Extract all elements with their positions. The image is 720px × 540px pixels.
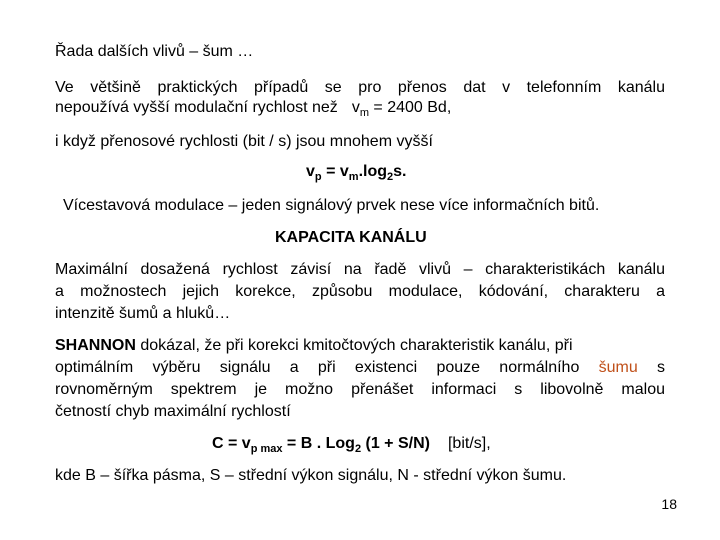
paragraph-5-line-2-text: optimálním výběru signálu a při existenci pouze normálního	[55, 359, 580, 376]
highlight-noise: šumu	[598, 359, 638, 376]
capacity-unit: [bit/s],	[447, 435, 491, 452]
paragraph-5-line-2-end: s	[657, 359, 665, 376]
capacity-subscript: p max	[250, 443, 283, 456]
formula-bitrate	[306, 162, 406, 187]
capacity-tail: (1 + S/N)	[361, 435, 430, 452]
paragraph-4-line-1: Maximální dosažená rychlost závisí na řadě vlivů – charakteristikách kanálu	[55, 261, 665, 278]
vm-value: = 2400 Bd,	[368, 99, 452, 116]
paragraph-1-line-2	[55, 98, 451, 123]
paragraph-5-line-3: rovnoměrným spektrem je možno přenášet informaci s libovolně malou	[55, 381, 665, 398]
paragraph-4-line-3: intenzitě šumů a hluků…	[55, 305, 231, 322]
paragraph-2: i když přenosové rychlosti (bit / s) jsou mnohem vyšší	[55, 133, 433, 150]
section-heading: KAPACITA KANÁLU	[275, 229, 427, 246]
vm-symbol: v	[351, 99, 360, 116]
paragraph-1-line-1: Ve většině praktických případů se pro přenos dat v telefonním kanálu	[55, 79, 665, 96]
log-base: 2	[387, 171, 394, 184]
vp-subscript: p	[314, 171, 322, 184]
paragraph-3: Vícestavová modulace – jeden signálový prvek nese více informačních bitů.	[63, 197, 600, 214]
capacity-middle: = B . Log	[282, 435, 355, 452]
vm-subscript-2: m	[348, 171, 359, 184]
shannon-name: SHANNON	[55, 337, 136, 354]
paragraph-5-line-2	[55, 358, 665, 378]
capacity-c: C = v	[212, 435, 251, 452]
paragraph-4-line-2: a možnostech jejich korekce, způsobu modulace, kódování, charakteru a	[55, 283, 665, 300]
vp-symbol: v	[306, 163, 315, 180]
paragraph-5-line-1-rest: dokázal, že při korekci kmitočtových charakteristik kanálu, při	[135, 337, 573, 354]
formula-s: s.	[393, 163, 407, 180]
paragraph-6: kde B – šířka pásma, S – střední výkon signálu, N - střední výkon šumu.	[55, 467, 567, 484]
paragraph-1-line-2-text: nepoužívá vyšší modulační rychlost než	[55, 99, 338, 116]
formula-equals: = v	[321, 163, 349, 180]
formula-capacity	[212, 434, 491, 459]
slide-title: Řada dalších vlivů – šum …	[55, 43, 254, 60]
formula-log: .log	[358, 163, 387, 180]
paragraph-5-line-1	[55, 336, 573, 356]
vm-subscript: m	[359, 107, 369, 120]
capacity-log-base: 2	[354, 443, 362, 456]
page-number: 18	[661, 496, 677, 512]
paragraph-5-line-4: četností chyb maximální rychlostí	[55, 403, 291, 420]
